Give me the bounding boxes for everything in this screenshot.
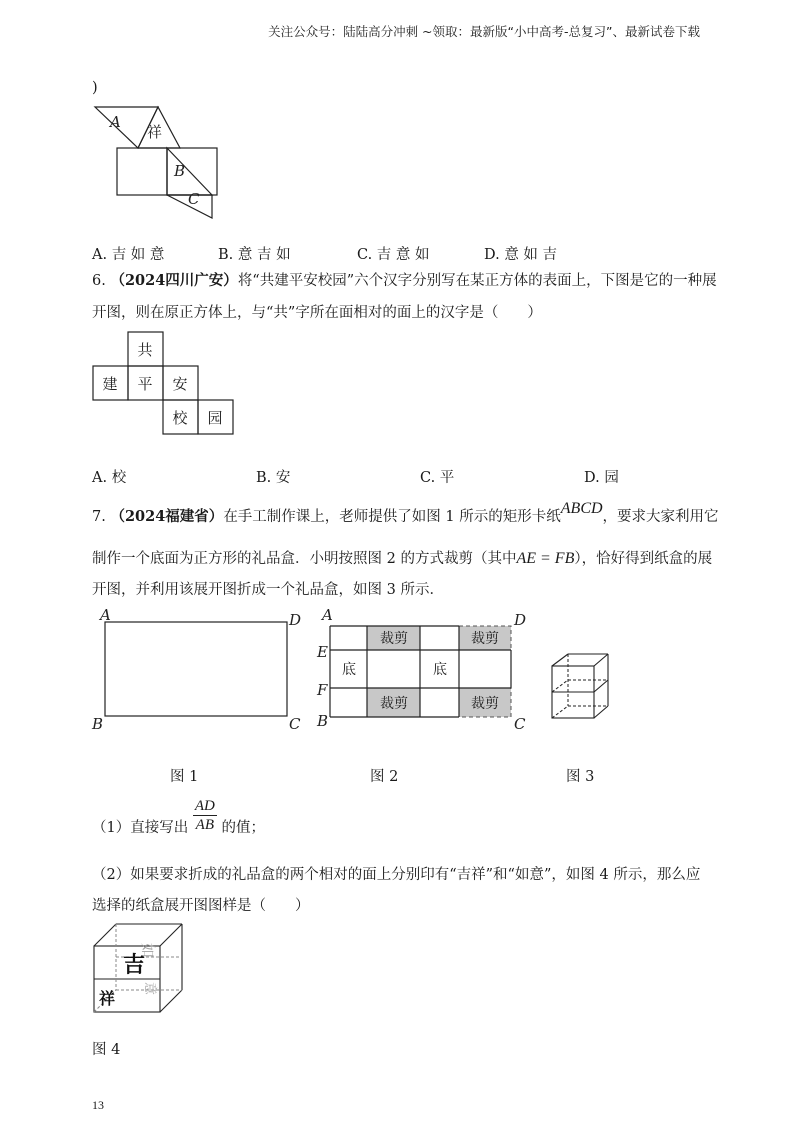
q6-cell-jian: 建	[102, 375, 118, 393]
q5-option-a: A. 吉 如 意	[92, 247, 165, 263]
q6-option-b: B. 安	[256, 470, 291, 486]
fig1-label-a: A	[100, 606, 111, 624]
q7-sub2-line2: 选择的纸盒展开图图样是（ ）	[92, 898, 310, 914]
q7-fraction	[193, 797, 217, 834]
fig2-base-label-1: 底	[342, 662, 356, 678]
q5-tail: )	[92, 80, 98, 96]
fraction-numerator: AD	[194, 798, 215, 814]
q5-option-d: D. 意 如 吉	[484, 247, 558, 263]
q7-sub2-line1: （2）如果要求折成的礼品盒的两个相对的面上分别印有“吉祥”和“如意”，如图 4 所示，那么应	[92, 867, 701, 883]
page-header: 关注公众号：陆陆高分冲刺 ~领取：最新版“小中高考-总复习”、最新试卷下载	[268, 24, 700, 39]
q5-option-b: B. 意 吉 如	[218, 247, 291, 263]
q7-fig1	[90, 605, 310, 735]
q6-cell-gong: 共	[137, 341, 153, 359]
q6-cell-yuan: 园	[207, 409, 223, 427]
fig2-label-c: C	[514, 715, 526, 733]
q7-text2a: 制作一个底面为正方形的礼品盒．小明按照图 2 的方式裁剪（其中	[92, 551, 517, 567]
q5-option-c: C. 吉 意 如	[357, 247, 430, 263]
q5-label-c: C	[188, 190, 200, 208]
q6-number: 6.	[92, 273, 106, 289]
q6-net-figure	[90, 330, 240, 440]
q7-source: （2024福建省）	[110, 508, 224, 525]
q6-cell-xiao: 校	[172, 409, 188, 427]
q6-option-c: C. 平	[420, 470, 455, 486]
fig4-caption: 图 4	[92, 1042, 121, 1058]
q7-sub1-text-a: （1）直接写出	[92, 819, 189, 836]
q7-text1a: 在手工制作课上，老师提供了如图 1 所示的矩形卡纸	[223, 509, 561, 525]
q7-abcd: ABCD	[560, 500, 603, 517]
q6-line1	[92, 271, 717, 291]
q5-label-b: B	[174, 162, 186, 180]
q7-sub1	[92, 797, 265, 834]
q5-label-xiang: 祥	[147, 123, 163, 141]
q7-fig4-box	[90, 918, 190, 1018]
q6-text1: 将“共建平安校园”六个汉字分别写在某正方体的表面上，下图是它的一种展	[237, 273, 717, 289]
q6-cell-ping: 平	[137, 375, 153, 393]
q5-net-figure	[90, 100, 220, 225]
q7-line1	[92, 500, 719, 527]
fig2-cut-label-2: 裁剪	[471, 631, 499, 647]
q7-eq: AE = FB	[516, 550, 575, 567]
fraction-denominator: AB	[195, 817, 214, 833]
fig4-label-xiang: 祥	[98, 989, 116, 1008]
fig4-label-yi: 意	[142, 982, 157, 996]
fig2-label-e: E	[317, 643, 328, 661]
fig2-caption: 图 2	[370, 769, 399, 785]
fig1-label-b: B	[92, 715, 104, 733]
fig2-cut-label-1: 裁剪	[380, 631, 408, 647]
q7-line2	[92, 549, 712, 569]
fig1-label-d: D	[289, 611, 302, 629]
q6-option-a: A. 校	[92, 470, 127, 486]
fig2-base-label-2: 底	[433, 662, 447, 678]
fig2-label-a: A	[322, 606, 333, 624]
fig4-label-ji: 吉	[122, 952, 146, 978]
fig2-label-d: D	[514, 611, 527, 629]
fig1-rectangle	[105, 622, 287, 716]
fig3-caption: 图 3	[566, 769, 595, 785]
q6-line2: 开图，则在原正方体上，与“共”字所在面相对的面上的汉字是（ ）	[92, 305, 542, 321]
q7-line3: 开图，并利用该展开图折成一个礼品盒，如图 3 所示．	[92, 582, 444, 598]
q7-fig2	[314, 605, 534, 735]
q6-cell-an: 安	[172, 375, 188, 393]
q5-label-a: A	[110, 113, 121, 131]
q7-text1b: ，要求大家利用它	[602, 509, 719, 525]
fig1-label-c: C	[289, 715, 301, 733]
fig2-cut-label-3: 裁剪	[380, 696, 408, 712]
fig2-label-f: F	[317, 681, 328, 699]
q5-square-left	[117, 148, 167, 195]
fig1-caption: 图 1	[170, 769, 199, 785]
q7-number: 7.	[92, 509, 106, 525]
q6-source: （2024四川广安）	[110, 272, 238, 289]
fig2-label-b: B	[317, 712, 329, 730]
q7-sub1-text-b: 的值；	[221, 819, 265, 836]
q7-fig3-box	[548, 650, 618, 725]
fig4-label-ru: 如	[139, 943, 157, 959]
q7-text2b: ），恰好得到纸盒的展	[574, 551, 713, 567]
q6-option-d: D. 园	[584, 470, 619, 486]
fig2-cut-label-4: 裁剪	[471, 696, 499, 712]
page-number: 13	[92, 1098, 104, 1112]
